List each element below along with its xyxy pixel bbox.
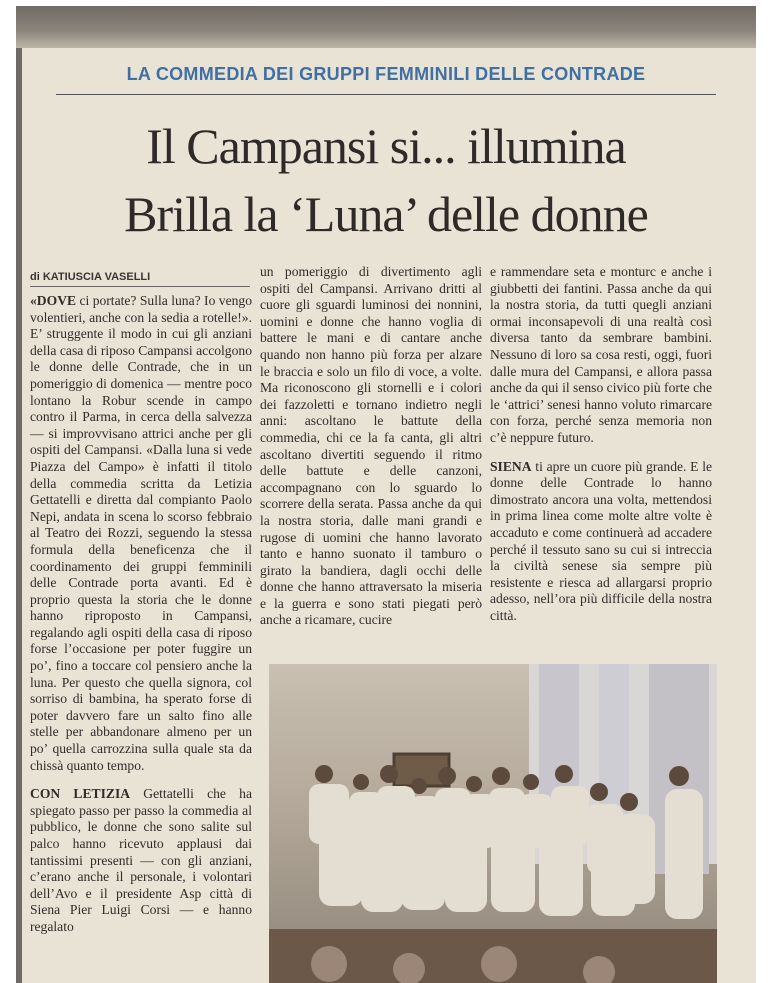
column-1-paragraph-1 xyxy=(30,293,252,774)
column-2-paragraph-1: un pomeriggio di divertimento agli ospiti del Campansi. Arrivano dritti al cuore gli sguardi luminosi dei nonnini, uomini e donne che hanno voglia di battere le mani e di cantare anche quando non hanno più forza per alzare le braccia e solo un filo di voce, a volte. Ma riconoscono gli stornelli e i colori dei fazzoletti e tornano indietro negli anni: ascoltano le battute della commedia, chi ce la fa canta, gli altri ascoltano divertiti seguendo il ritmo delle battute e delle canzoni, accompagnano con lo sguardo lo scorrere della serata. Passa anche da qui la nostra storia, dalle mani grandi e rugose di uomini che hanno lavorato tanto e hanno suonato il tamburo o girato la bandiera, dagli occhi delle donne che hanno attraversato la miseria e la guerra e sono stati piegati però anche a ricamare, cucire xyxy=(260,264,482,628)
headline-line-2: Brilla la ‘Luna’ delle donne xyxy=(124,186,648,242)
byline-author: KATIUSCIA VASELLI xyxy=(42,271,151,283)
column-3-paragraph-2 xyxy=(490,459,712,625)
headline-line-1: Il Campansi si... illumina xyxy=(146,118,626,174)
section-rubric: LA COMMEDIA DEI GRUPPI FEMMINILI DELLE CONTRADE xyxy=(126,64,646,84)
byline-prefix: di xyxy=(30,271,40,283)
event-photo xyxy=(269,664,717,983)
column-1-paragraph-2 xyxy=(30,786,252,935)
paragraph-text: ci portate? Sulla luna? Io vengo volentieri, anche con la sedia a rotelle!». E’ struggente il modo in cui gli anziani della casa di riposo Campansi accolgono le donne delle Contrade, che in un pomeriggio di domenica — mentre poco lontano la Robur scende in campo contro il Parma, in cerca della salvezza — si improvvisano attrici anche per gli ospiti del Campansi. «Dalla luna si vede Piazza del Campo» è infatti il titolo della commedia scritta da Letizia Gettatelli e diretta dal compianto Paolo Nepi, andata in scena lo scorso febbraio al Teatro dei Rozzi, seguendo la stessa formula della beneficenza che il coordinamento dei gruppi femminili delle Contrade porta avanti. Ed è proprio questa la storia che le donne hanno riproposto in Campansi, regalando agli ospiti della casa di riposo forse l’occasione per poter fuggire un po’, fino a toccare col pensiero anche la luna. Per questo che quella signora, col sorriso di bambina, ha sperato forse di poter davvero fare un salto fino alle stelle per abbandonare almeno per un po’ quella carrozzina sulla quale sta da chissà quanto tempo. xyxy=(30,293,252,773)
previous-article-photo-strip xyxy=(16,6,756,48)
byline xyxy=(30,271,150,283)
article-column-3 xyxy=(490,264,712,624)
group-photo-icon xyxy=(269,664,717,983)
paragraph-text: ti apre un cuore più grande. E le donne delle Contrade lo hanno dimostrato ancora una volta, mettendosi in prima linea come molte altre volte è accaduto e come continuerà ad accadere perché il tessuto sano su cui si intreccia la civiltà senese sia sempre più resistente e riesca ad allargarsi proprio adesso, nell’ora più difficile della nostra città. xyxy=(490,458,712,623)
article-column-2 xyxy=(260,264,482,629)
byline-rule xyxy=(30,286,250,287)
article-column-1 xyxy=(30,293,252,936)
paragraph-lead: «DOVE xyxy=(30,293,77,308)
paragraph-text: Gettatelli che ha spiegato passo per passo la commedia al pubblico, le donne che sono salite sul palco hanno ricevuto applausi dai tantissimi presenti — con gli anziani, c’erano anche il personale, i volontari dell’Avo e il presidente Asp città di Siena Pier Luigi Corsi — e hanno regalato xyxy=(30,786,252,934)
newspaper-clipping xyxy=(16,6,756,983)
paragraph-lead: SIENA xyxy=(490,458,532,474)
rubric-rule xyxy=(56,94,716,95)
column-3-paragraph-1: e rammendare seta e monturc e anche i giubbetti dei fantini. Passa anche da qui la nostra storia, da tutti quegli anziani ormai inconsapevoli di una realtà così diversa tanto da sembrare bambini. Nessuno di loro sa cosa resti, oggi, fuori dalle mura del Campansi, e allora passa anche da qui il senso civico più forte che le ‘attrici’ senesi hanno voluto rimarcare con forza, perché senza memoria non c’è neppure futuro. xyxy=(490,264,712,445)
paragraph-lead: CON LETIZIA xyxy=(30,786,131,802)
